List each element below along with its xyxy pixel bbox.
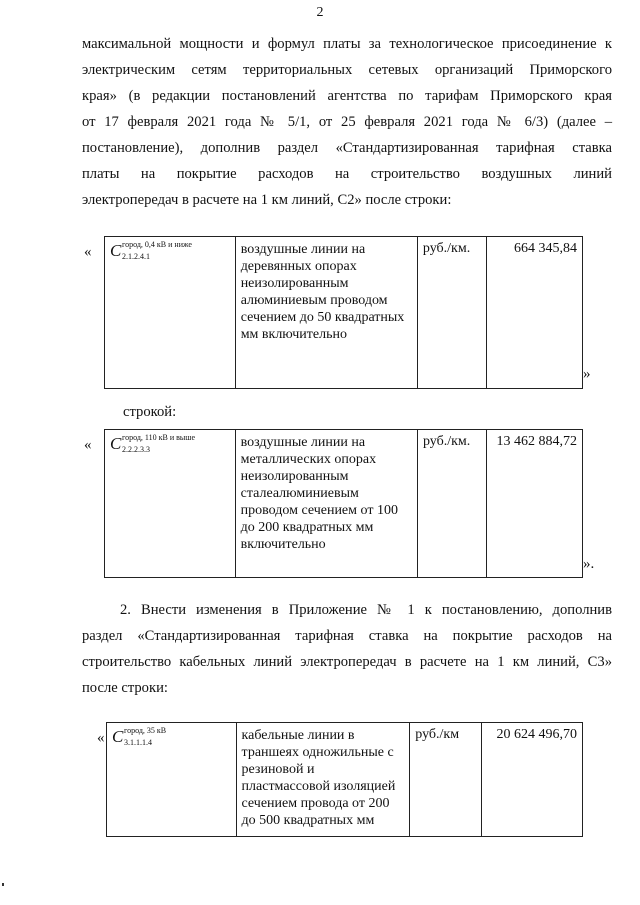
tariff-symbol-superscript: город, 110 кВ и выше	[122, 433, 195, 442]
value-cell: 13 462 884,72	[486, 430, 582, 578]
intro-paragraph	[82, 31, 612, 213]
page-number: 2	[316, 5, 324, 20]
close-quote: ».	[583, 556, 595, 572]
text-line: постановление), дополнив раздел «Стандартизированная тарифная ставка	[82, 140, 612, 156]
text-line: раздел «Стандартизированная тарифная ставка на покрытие расходов на	[82, 628, 612, 644]
tariff-symbol-subscript: 2.2.2.3.3	[122, 445, 150, 454]
tariff-code-cell	[105, 237, 236, 389]
tariff-symbol-subscript: 3.1.1.1.4	[124, 738, 152, 747]
unit-cell: руб./км.	[417, 237, 486, 389]
unit-cell: руб./км	[410, 723, 481, 837]
text-line: максимальной мощности и формул платы за технологическое присоединение к	[82, 36, 612, 52]
close-quote: »	[583, 366, 591, 382]
scan-mark	[2, 883, 4, 886]
open-quote: «	[84, 244, 92, 260]
tariff-symbol: C	[112, 727, 124, 746]
tariff-row-table	[104, 429, 583, 578]
item2-paragraph	[82, 597, 612, 701]
open-quote: «	[84, 437, 92, 453]
open-quote: «	[97, 730, 105, 746]
tariff-symbol-subscript: 2.1.2.4.1	[122, 252, 150, 261]
value-cell: 664 345,84	[486, 237, 582, 389]
tariff-code-cell	[107, 723, 237, 837]
description-cell: кабельные линии в траншеях одножильные с резиновой и пластмассовой изоляцией сечением провода от 200 до 500 квадратных мм	[236, 723, 410, 837]
tariff-symbol-superscript: город, 35 кВ	[124, 726, 167, 735]
tariff-symbol-superscript: город, 0,4 кВ и ниже	[122, 240, 192, 249]
text-line: платы на покрытие расходов на строительство воздушных линий	[82, 166, 612, 182]
tariff-symbol: C	[110, 241, 122, 260]
tariff-code-cell	[105, 430, 236, 578]
replace-label: строкой:	[123, 404, 177, 420]
text-line: электропередач в расчете на 1 км линий, С2» после строки:	[82, 192, 452, 208]
text-line: электрическим сетям территориальных сетевых организаций Приморского	[82, 62, 612, 78]
description-cell: воздушные линии на металлических опорах неизолированным сталеалюминиевым проводом сечением от 100 до 200 квадратных мм включительно	[235, 430, 417, 578]
text-line: после строки:	[82, 680, 168, 696]
text-line: 2. Внести изменения в Приложение № 1 к постановлению, дополнив	[120, 602, 612, 618]
description-cell: воздушные линии на деревянных опорах неизолированным алюминиевым проводом сечением до 50 квадратных мм включительно	[235, 237, 417, 389]
text-line: от 17 февраля 2021 года № 5/1, от 25 февраля 2021 года № 6/3) (далее –	[82, 114, 612, 130]
value-cell: 20 624 496,70	[481, 723, 582, 837]
text-line: строительство кабельных линий электропередач в расчете на 1 км линий, С3»	[82, 654, 612, 670]
text-line: края» (в редакции постановлений агентства по тарифам Приморского края	[82, 88, 612, 104]
tariff-row-table	[104, 236, 583, 389]
unit-cell: руб./км.	[417, 430, 486, 578]
tariff-row-table	[106, 722, 583, 837]
tariff-symbol: C	[110, 434, 122, 453]
